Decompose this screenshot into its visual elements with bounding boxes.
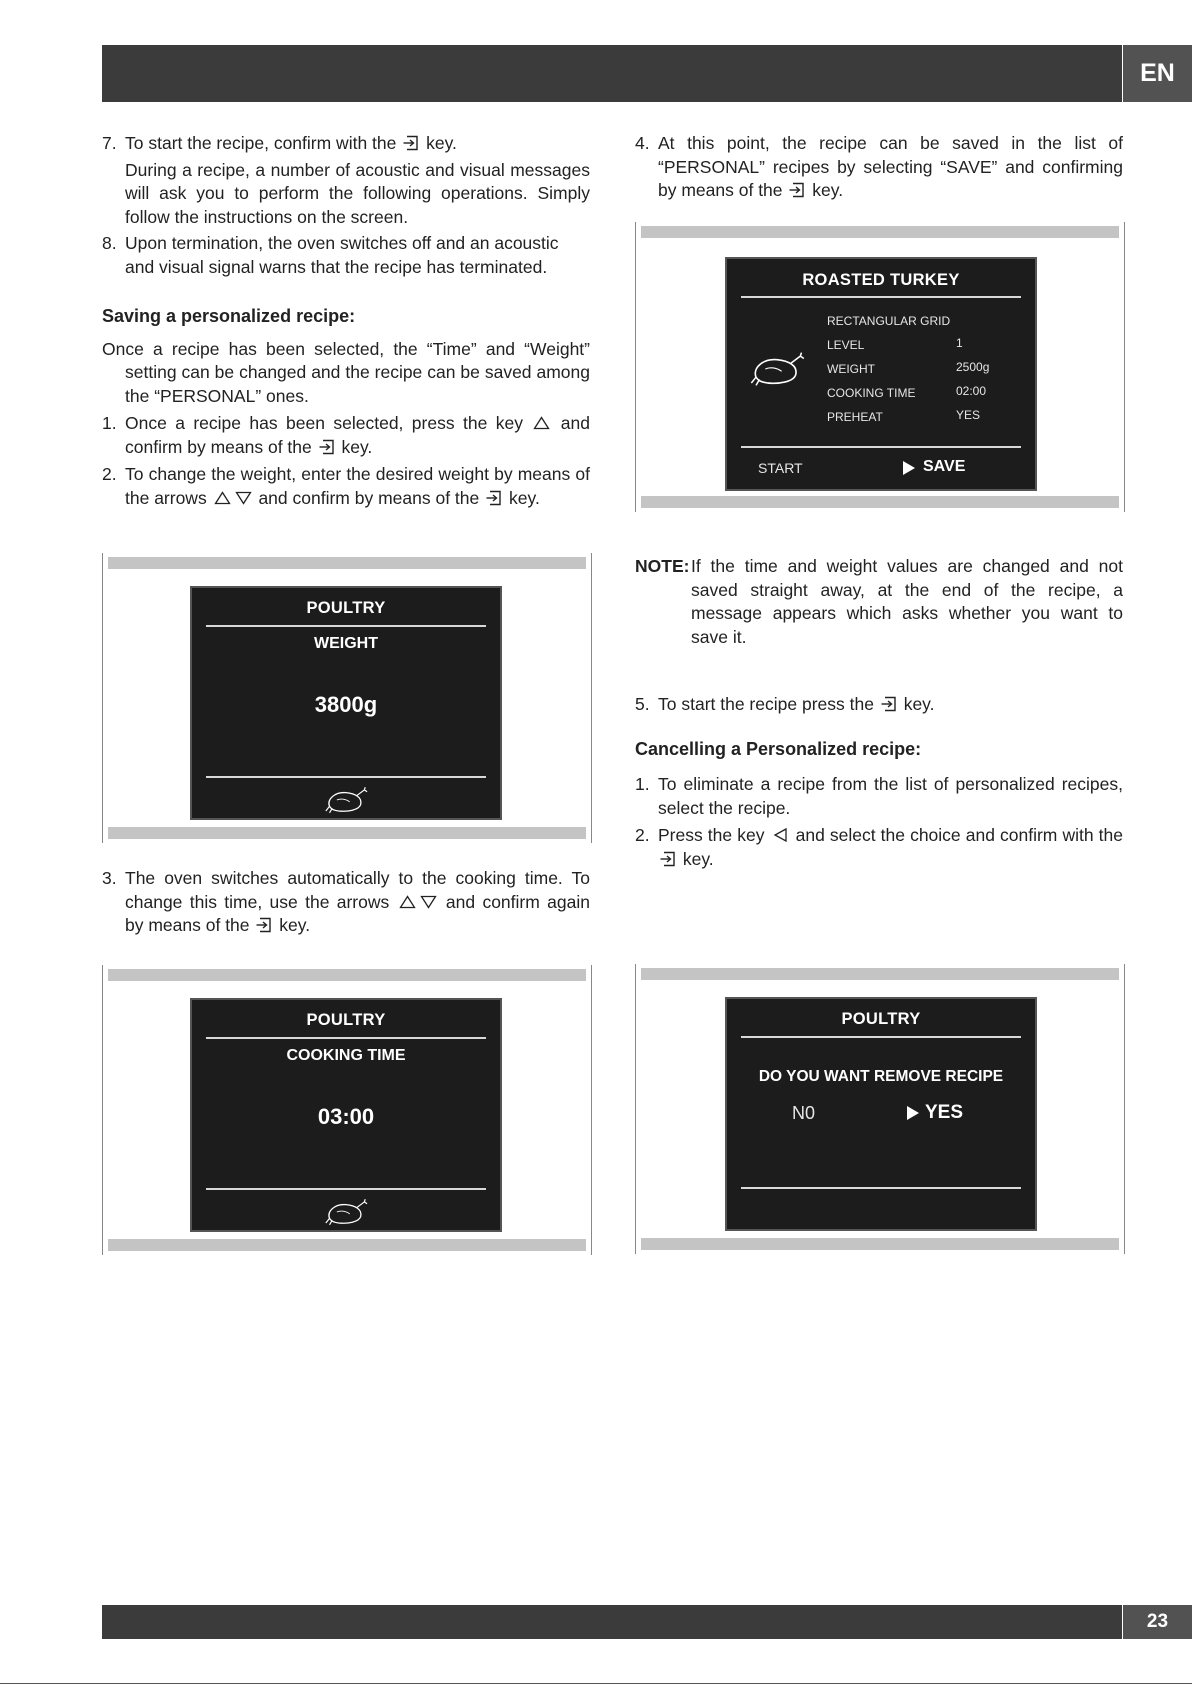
divider <box>741 1036 1021 1038</box>
triangle-down-icon <box>420 895 437 909</box>
step-8 <box>102 232 590 279</box>
step-5 <box>635 693 1123 717</box>
step-text: key. <box>682 848 714 869</box>
display-title: ROASTED TURKEY <box>802 271 960 289</box>
step-text: Press the key <box>658 825 765 845</box>
start-option: START <box>758 460 803 476</box>
step-number: 1. <box>102 413 117 433</box>
footer-bar <box>102 1605 1122 1639</box>
roast-turkey-icon <box>749 351 805 387</box>
divider <box>206 776 486 778</box>
triangle-up-icon <box>214 491 231 505</box>
play-triangle-icon <box>903 461 915 475</box>
save-option: SAVE <box>923 458 966 475</box>
saving-intro: Once a recipe has been selected, the “Time” and “Weight” setting can be changed and the recipe can be saved among the “PERSONAL” ones. <box>102 338 590 406</box>
setting-value: YES <box>956 408 981 422</box>
triangle-up-icon <box>399 895 416 909</box>
roast-turkey-icon <box>324 1198 368 1226</box>
display-subtitle: WEIGHT <box>314 635 378 652</box>
step-number: 8. <box>102 233 117 253</box>
step-number: 4. <box>635 133 650 153</box>
step-number: 5. <box>635 694 650 714</box>
step-text: key. <box>426 133 457 153</box>
play-triangle-icon <box>907 1106 919 1120</box>
divider <box>206 625 486 627</box>
step-text: To change the weight, enter the desired weight by means of the arrows <box>125 464 590 508</box>
figure-weight-screen <box>102 553 592 843</box>
step-text: The oven switches automatically to the cooking time. To change this time, use the arrows <box>125 868 590 912</box>
step-text: and confirm by means of the <box>258 487 480 508</box>
step-text: key. <box>812 180 844 200</box>
note <box>635 555 1123 649</box>
figure-remove-recipe-screen <box>635 964 1125 1254</box>
step-text: key. <box>279 915 311 935</box>
step-number: 7. <box>102 133 117 153</box>
note-label: NOTE: <box>635 556 690 576</box>
oven-display <box>190 586 502 820</box>
step-text: At this point, the recipe can be saved in the list of “PERSONAL” recipes by selecting “SAVE” and confirming by means of the <box>658 133 1123 200</box>
left-column-top <box>102 132 590 510</box>
cooking-time-value: 03:00 <box>317 1104 375 1129</box>
enter-key-icon <box>486 490 502 506</box>
enter-key-icon <box>403 135 419 151</box>
right-column-top <box>635 132 1123 203</box>
setting-value: 2500g <box>956 360 990 374</box>
saving-heading: Saving a personalized recipe: <box>102 306 356 326</box>
setting-label: LEVEL <box>827 338 865 352</box>
roast-turkey-icon <box>324 786 368 814</box>
enter-key-icon <box>256 917 272 933</box>
right-column-mid <box>635 555 1123 871</box>
weight-value: 3800g <box>314 692 378 717</box>
divider <box>741 446 1021 448</box>
step-text: and confirm again by means of the <box>125 891 590 935</box>
page-number: 23 <box>1123 1605 1192 1639</box>
step-7-detail: During a recipe, a number of acoustic and visual messages will ask you to perform the following operations. Simply follow the instructions on the screen. <box>125 159 590 227</box>
setting-value: 02:00 <box>956 384 987 398</box>
step-text: and confirm by means of the <box>125 413 590 457</box>
cancel-step-2 <box>635 824 1123 871</box>
triangle-left-icon <box>772 828 789 842</box>
figure-roasted-turkey-screen <box>635 222 1125 512</box>
yes-option: YES <box>925 1102 964 1123</box>
setting-label: PREHEAT <box>827 410 883 424</box>
step-3 <box>102 867 590 938</box>
divider <box>206 1037 486 1039</box>
display-title: POULTRY <box>306 599 386 617</box>
oven-display <box>725 997 1037 1231</box>
enter-key-icon <box>789 182 805 198</box>
step-2 <box>102 463 590 510</box>
setting-value: 1 <box>956 336 963 350</box>
setting-label: RECTANGULAR GRID <box>827 314 951 328</box>
step-text: To eliminate a recipe from the list of personalized recipes, select the recipe. <box>658 774 1123 818</box>
step-text: To start the recipe, confirm with the <box>125 133 397 153</box>
step-number: 1. <box>635 774 650 794</box>
display-title: POULTRY <box>306 1011 386 1029</box>
oven-display <box>725 257 1037 491</box>
step-text: key. <box>903 694 935 714</box>
step-text: To start the recipe press the <box>658 694 874 714</box>
step-number: 3. <box>102 868 117 888</box>
display-subtitle: COOKING TIME <box>286 1047 406 1064</box>
left-column-mid <box>102 867 590 938</box>
figure-cooking-time-screen <box>102 965 592 1255</box>
step-text: Once a recipe has been selected, press the key <box>125 413 523 433</box>
step-4 <box>635 132 1123 203</box>
header-bar <box>102 45 1122 102</box>
remove-question: DO YOU WANT REMOVE RECIPE <box>758 1068 1004 1085</box>
divider <box>741 296 1021 298</box>
step-7 <box>102 132 590 156</box>
step-number: 2. <box>102 464 117 484</box>
triangle-up-icon <box>533 416 550 430</box>
enter-key-icon <box>881 696 897 712</box>
enter-key-icon <box>660 851 676 867</box>
step-text: key. <box>509 487 540 508</box>
triangle-down-icon <box>235 491 252 505</box>
setting-label: WEIGHT <box>827 362 875 376</box>
language-tab: EN <box>1123 45 1192 102</box>
divider <box>206 1188 486 1190</box>
cancel-step-1 <box>635 773 1123 820</box>
no-option: N0 <box>792 1103 816 1123</box>
note-text: If the time and weight values are changed and not saved straight away, at the end of the recipe, a message appears which asks whether you want to save it. <box>691 556 1123 647</box>
step-text: and select the choice and confirm with the <box>795 825 1123 845</box>
divider <box>741 1187 1021 1189</box>
step-number: 2. <box>635 825 650 845</box>
display-title: POULTRY <box>841 1010 921 1028</box>
step-text: key. <box>341 436 373 457</box>
oven-display <box>190 998 502 1232</box>
step-text: Upon termination, the oven switches off and an acoustic and visual signal warns that the recipe has terminated. <box>125 233 559 277</box>
cancelling-heading: Cancelling a Personalized recipe: <box>635 738 922 759</box>
step-1 <box>102 412 590 459</box>
bottom-edge-line <box>0 1683 1192 1684</box>
enter-key-icon <box>319 439 335 455</box>
setting-label: COOKING TIME <box>827 386 916 400</box>
